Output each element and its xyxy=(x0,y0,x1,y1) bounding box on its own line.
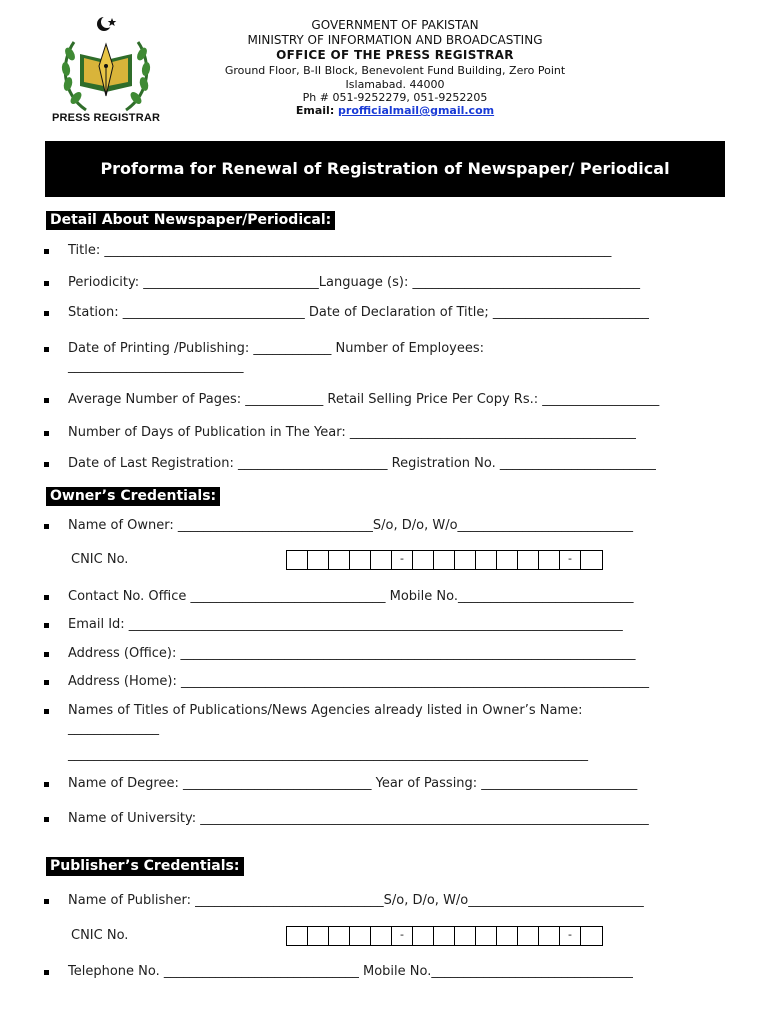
cnic-cell[interactable] xyxy=(413,551,434,569)
field-owner-titles: Names of Titles of Publications/News Agencies already listed in Owner’s Name: xyxy=(68,703,583,718)
cnic-cell[interactable] xyxy=(434,551,455,569)
field-owner-email[interactable]: Email Id: ____________________________________________________________________________ xyxy=(68,617,623,632)
cnic-cell[interactable] xyxy=(476,551,497,569)
bullet-icon xyxy=(44,652,49,657)
field-printing-employees[interactable]: Date of Printing /Publishing: ____________ Number of Employees: xyxy=(68,341,485,356)
owner-cnic-boxes[interactable] xyxy=(286,550,603,570)
header-address-line1: Ground Floor, B-II Block, Benevolent Fund Building, Zero Point xyxy=(224,64,566,77)
section-heading-publisher: Publisher’s Credentials: xyxy=(46,857,244,876)
bullet-icon xyxy=(44,462,49,467)
field-owner-university[interactable]: Name of University: _____________________________________________________________________ xyxy=(68,811,649,826)
owner-cnic-label: CNIC No. xyxy=(71,552,129,567)
field-owner-address-office[interactable]: Address (Office): ______________________________________________________________________ xyxy=(68,646,636,661)
bullet-icon xyxy=(44,398,49,403)
bullet-icon xyxy=(44,899,49,904)
cnic-cell[interactable] xyxy=(329,551,350,569)
bullet-icon xyxy=(44,782,49,787)
email-label: Email: xyxy=(295,104,339,117)
field-publisher-name[interactable]: Name of Publisher: _____________________________S/o, D/o, W/o___________________________ xyxy=(68,893,644,908)
field-days-publication[interactable]: Number of Days of Publication in The Year: ____________________________________________ xyxy=(68,425,636,440)
cnic-cell[interactable] xyxy=(329,927,350,945)
cnic-separator: - xyxy=(392,927,413,945)
cnic-cell[interactable] xyxy=(497,551,518,569)
cnic-cell[interactable] xyxy=(518,927,539,945)
cnic-cell[interactable] xyxy=(539,551,560,569)
field-station-declaration[interactable]: Station: ____________________________ Date of Declaration of Title; ________________________ xyxy=(68,305,649,320)
bullet-icon xyxy=(44,249,49,254)
field-last-registration[interactable]: Date of Last Registration: _______________________ Registration No. ________________________ xyxy=(68,456,656,471)
bullet-icon xyxy=(44,524,49,529)
field-title[interactable]: Title: ______________________________________________________________________________ xyxy=(68,243,612,258)
field-publisher-telephone[interactable]: Telephone No. ______________________________ Mobile No._______________________________ xyxy=(68,964,633,979)
bullet-icon xyxy=(44,680,49,685)
field-owner-degree[interactable]: Name of Degree: _____________________________ Year of Passing: ________________________ xyxy=(68,776,638,791)
bullet-icon xyxy=(44,817,49,822)
cnic-cell[interactable] xyxy=(371,927,392,945)
header-email xyxy=(160,104,630,117)
form-title: Proforma for Renewal of Registration of Newspaper/ Periodical xyxy=(45,141,725,197)
field-owner-address-home[interactable]: Address (Home): ________________________________________________________________________ xyxy=(68,674,649,689)
email-link[interactable]: profficialmail@gmail.com xyxy=(338,104,495,117)
field-pages-price[interactable]: Average Number of Pages: ____________ Retail Selling Price Per Copy Rs.: __________________ xyxy=(68,392,660,407)
field-owner-contact[interactable]: Contact No. Office ______________________________ Mobile No.___________________________ xyxy=(68,589,634,604)
bullet-icon xyxy=(44,709,49,714)
field-periodicity-language[interactable]: Periodicity: ___________________________Language (s): ___________________________________ xyxy=(68,275,640,290)
bullet-icon xyxy=(44,970,49,975)
cnic-cell[interactable] xyxy=(308,551,329,569)
header-office: OFFICE OF THE PRESS REGISTRAR xyxy=(276,48,514,62)
cnic-cell[interactable] xyxy=(434,927,455,945)
cnic-cell[interactable] xyxy=(350,551,371,569)
publisher-cnic-label: CNIC No. xyxy=(71,928,129,943)
cnic-cell[interactable] xyxy=(287,927,308,945)
cnic-cell[interactable] xyxy=(581,551,602,569)
cnic-cell[interactable] xyxy=(287,551,308,569)
bullet-icon xyxy=(44,623,49,628)
cnic-cell[interactable] xyxy=(350,927,371,945)
cnic-separator: - xyxy=(392,551,413,569)
cnic-separator: - xyxy=(560,927,581,945)
header-ministry: MINISTRY OF INFORMATION AND BROADCASTING xyxy=(247,33,543,47)
field-owner-titles-line1[interactable]: ______________ xyxy=(68,721,159,736)
cnic-cell[interactable] xyxy=(413,927,434,945)
section-heading-owner: Owner’s Credentials: xyxy=(46,487,220,506)
cnic-cell[interactable] xyxy=(497,927,518,945)
cnic-cell[interactable] xyxy=(581,927,602,945)
bullet-icon xyxy=(44,431,49,436)
publisher-cnic-boxes[interactable] xyxy=(286,926,603,946)
header-phone: Ph # 051-9252279, 051-9252205 xyxy=(302,91,488,104)
cnic-cell[interactable] xyxy=(455,551,476,569)
bullet-icon xyxy=(44,595,49,600)
cnic-separator: - xyxy=(560,551,581,569)
header-address-line2: Islamabad. 44000 xyxy=(345,78,445,91)
cnic-cell[interactable] xyxy=(539,927,560,945)
field-employees-line[interactable]: ___________________________ xyxy=(68,359,244,374)
section-heading-newspaper: Detail About Newspaper/Periodical: xyxy=(46,211,335,230)
cnic-cell[interactable] xyxy=(371,551,392,569)
field-owner-name[interactable]: Name of Owner: ______________________________S/o, D/o, W/o___________________________ xyxy=(68,518,634,533)
bullet-icon xyxy=(44,347,49,352)
field-owner-titles-line2[interactable]: ________________________________________________________________________________ xyxy=(68,747,588,762)
cnic-cell[interactable] xyxy=(518,551,539,569)
cnic-cell[interactable] xyxy=(476,927,497,945)
logo-caption: PRESS REGISTRAR xyxy=(52,112,161,124)
cnic-cell[interactable] xyxy=(455,927,476,945)
cnic-cell[interactable] xyxy=(308,927,329,945)
bullet-icon xyxy=(44,311,49,316)
crescent-star-icon xyxy=(97,16,116,31)
bullet-icon xyxy=(44,281,49,286)
header-government: GOVERNMENT OF PAKISTAN xyxy=(311,18,479,32)
